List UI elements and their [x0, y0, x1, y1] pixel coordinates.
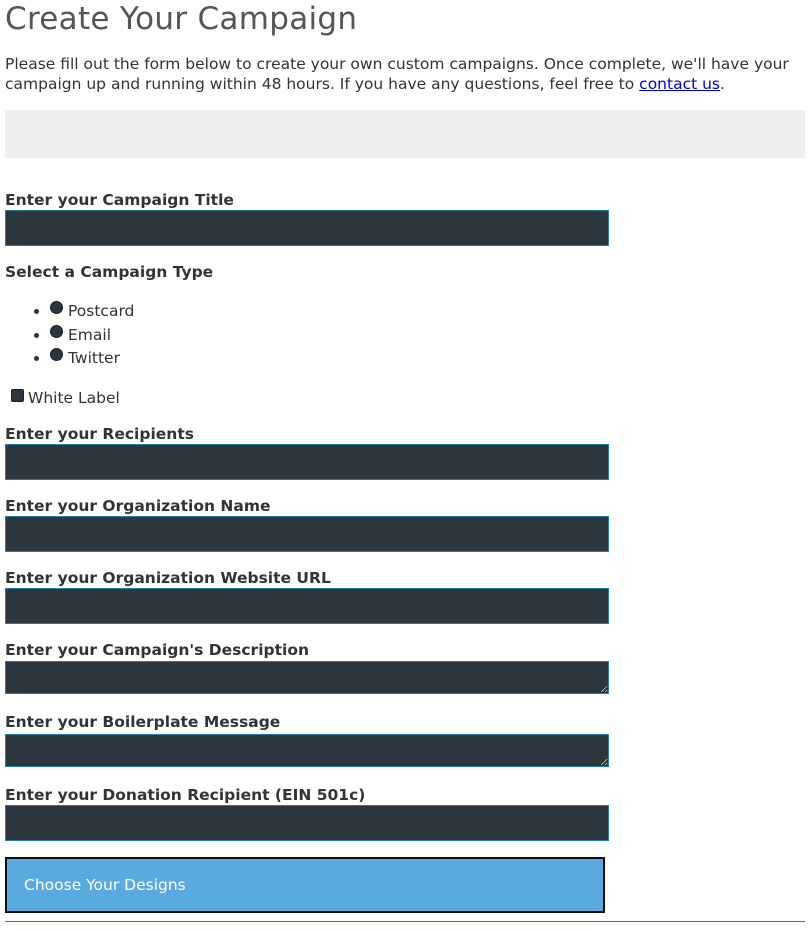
twitter-radio[interactable]	[50, 348, 63, 361]
recipients-input[interactable]	[5, 444, 609, 480]
white-label-label: White Label	[28, 389, 120, 407]
campaign-type-option-postcard[interactable]	[50, 300, 134, 324]
donation-recipient-input[interactable]	[5, 805, 609, 841]
campaign-title-label: Enter your Campaign Title	[5, 191, 234, 209]
campaign-type-label: Select a Campaign Type	[5, 263, 214, 281]
recipients-label: Enter your Recipients	[5, 425, 194, 443]
email-label: Email	[68, 325, 112, 344]
donation-recipient-label: Enter your Donation Recipient (EIN 501c)	[5, 786, 366, 804]
campaign-title-input[interactable]	[5, 210, 609, 246]
white-label-checkbox[interactable]	[11, 389, 24, 402]
campaign-description-textarea[interactable]	[5, 661, 609, 694]
campaign-type-option-twitter[interactable]	[50, 347, 134, 371]
intro-text: Please fill out the form below to create your own custom campaigns. Once complete, we'll have your campaign up and running within 48 hours. If you have any questions, feel free to	[5, 55, 789, 93]
boilerplate-message-label: Enter your Boilerplate Message	[5, 713, 281, 731]
intro-paragraph	[5, 54, 805, 94]
campaign-description-label: Enter your Campaign's Description	[5, 641, 310, 659]
organization-name-label: Enter your Organization Name	[5, 497, 271, 515]
organization-url-input[interactable]	[5, 588, 609, 624]
choose-designs-button[interactable]: Choose Your Designs	[5, 857, 605, 913]
organization-url-label: Enter your Organization Website URL	[5, 569, 331, 587]
boilerplate-message-textarea[interactable]	[5, 734, 609, 767]
contact-us-link[interactable]: contact us	[639, 75, 721, 93]
postcard-radio[interactable]	[50, 301, 63, 314]
postcard-label: Postcard	[68, 302, 135, 320]
notice-panel	[5, 110, 805, 158]
twitter-label: Twitter	[68, 349, 120, 367]
divider	[5, 921, 805, 922]
page-title: Create Your Campaign	[5, 1, 358, 37]
intro-suffix: .	[720, 75, 725, 93]
organization-name-input[interactable]	[5, 516, 609, 552]
campaign-type-option-email[interactable]	[50, 324, 134, 348]
campaign-type-list	[5, 300, 134, 371]
email-radio[interactable]	[50, 325, 63, 338]
